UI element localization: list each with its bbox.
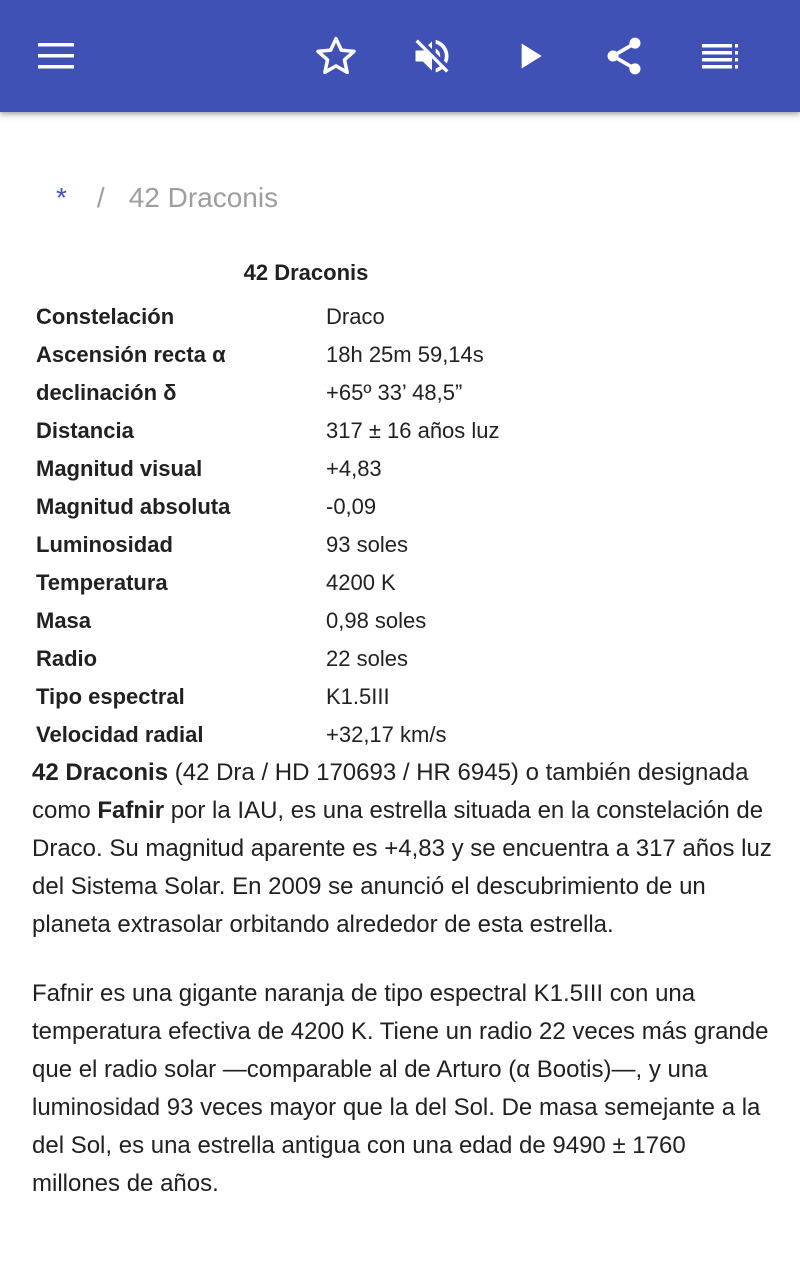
share-button[interactable]: [592, 24, 656, 88]
infobox-row: [36, 678, 756, 716]
infobox-value: +65º 33’ 48,5”: [326, 380, 463, 405]
infobox-value: 22 soles: [326, 646, 408, 671]
breadcrumb-separator: /: [96, 182, 105, 213]
infobox-title: 42 Draconis: [243, 260, 369, 285]
infobox-value: 18h 25m 59,14s: [326, 342, 484, 367]
infobox-key: Magnitud visual: [36, 456, 203, 481]
infobox-value: 93 soles: [326, 532, 408, 557]
infobox-key: Distancia: [36, 418, 134, 443]
infobox-key: declinación δ: [36, 380, 177, 405]
infobox-key: Ascensión recta α: [36, 342, 226, 367]
article-text: por la IAU, es una estrella situada en la constelación de Draco. Su magnitud aparente es +4,83 y se encuentra a 317 años luz del Sistema Solar. En 2009 se anunció el descubrimiento de un planeta extrasolar orbitando alrededor de esta estrella.: [32, 797, 772, 938]
volume-off-icon: [410, 34, 454, 78]
breadcrumb: [56, 178, 278, 218]
infobox-row: [36, 374, 756, 412]
infobox-key: Masa: [36, 608, 92, 633]
app-bar: [0, 0, 800, 112]
infobox-row: [36, 716, 756, 754]
infobox-key: Temperatura: [36, 570, 168, 595]
article-paragraph: [32, 754, 772, 944]
menu-button[interactable]: [24, 24, 88, 88]
article-bold-text: Fafnir: [97, 797, 165, 824]
infobox-value: 4200 K: [326, 570, 396, 595]
contents-button[interactable]: [688, 24, 752, 88]
infobox-value: Draco: [326, 304, 385, 329]
infobox-key: Luminosidad: [36, 532, 173, 557]
article-paragraph: Fafnir es una gigante naranja de tipo espectral K1.5III con una temperatura efectiva de 4200 K. Tiene un radio 22 veces más grande que el radio solar —comparable al de Arturo (α Bootis)—, y una luminosidad 93 veces mayor que la del Sol. De masa semejante a la del Sol, es una estrella antigua con una edad de 9490 ± 1760 millones de años.: [32, 980, 769, 1197]
infobox-key: Tipo espectral: [36, 684, 185, 709]
infobox-row: [36, 564, 756, 602]
article-bold-text: 42 Draconis: [32, 759, 169, 786]
infobox-row: [36, 450, 756, 488]
mute-button[interactable]: [400, 24, 464, 88]
infobox-key: Constelación: [36, 304, 175, 329]
playlist-icon: [700, 36, 740, 76]
breadcrumb-home-link[interactable]: *: [56, 182, 67, 213]
infobox-row: [36, 488, 756, 526]
infobox-value: -0,09: [326, 494, 377, 519]
play-button[interactable]: [498, 24, 562, 88]
infobox-row: [36, 336, 756, 374]
infobox-row: [36, 640, 756, 678]
breadcrumb-current: 42 Draconis: [128, 182, 279, 213]
star-outline-icon: [314, 34, 358, 78]
infobox-value: +32,17 km/s: [326, 722, 447, 747]
infobox-key: Magnitud absoluta: [36, 494, 231, 519]
infobox-value: +4,83: [326, 456, 382, 481]
infobox-row: [36, 298, 756, 336]
infobox-value: 0,98 soles: [326, 608, 427, 633]
infobox-row: [36, 412, 756, 450]
article-text: (42 Dra / HD 170693 / HR 6945) o también designada como: [32, 759, 749, 824]
infobox-row: [36, 602, 756, 640]
infobox-row: [36, 526, 756, 564]
article-body: [32, 754, 772, 1234]
favorite-button[interactable]: [304, 24, 368, 88]
infobox-table: [36, 298, 756, 754]
menu-icon: [36, 36, 76, 76]
infobox-value: 317 ± 16 años luz: [326, 418, 500, 443]
infobox-key: Velocidad radial: [36, 722, 204, 747]
infobox-key: Radio: [36, 646, 98, 671]
infobox-value: K1.5III: [326, 684, 390, 709]
share-icon: [602, 34, 646, 78]
play-icon: [510, 36, 550, 76]
